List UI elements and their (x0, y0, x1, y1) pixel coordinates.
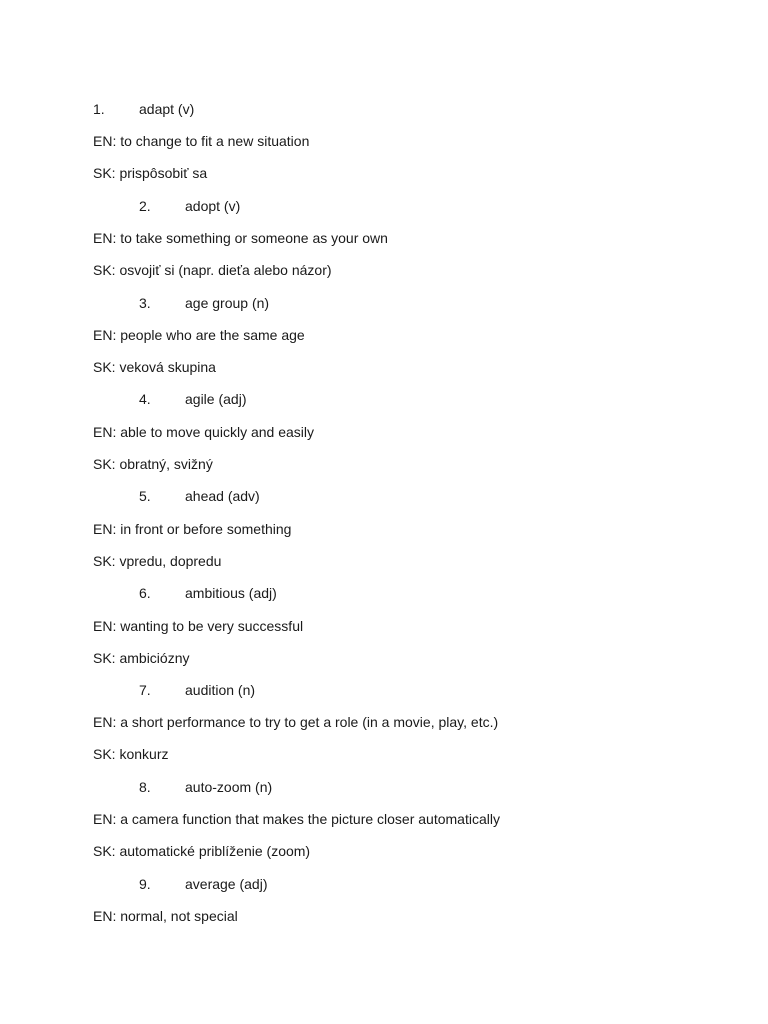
entry-number: 2. (139, 198, 151, 214)
entry-number: 3. (139, 295, 151, 311)
entry-term: ahead (adv) (185, 488, 260, 504)
entry-sk-translation: SK: obratný, svižný (93, 456, 213, 472)
entry-number: 7. (139, 682, 151, 698)
entry-en-definition: EN: able to move quickly and easily (93, 424, 314, 440)
entry-en-definition: EN: to take something or someone as your own (93, 230, 388, 246)
entry-term: audition (n) (185, 682, 256, 698)
entry-number: 6. (139, 585, 151, 601)
entry-en-definition: EN: a short performance to try to get a role (in a movie, play, etc.) (93, 714, 499, 730)
entry-term: ambitious (adj) (185, 585, 277, 601)
entry-en-definition: EN: a camera function that makes the picture closer automatically (93, 811, 500, 827)
entry-number: 9. (139, 876, 151, 892)
entry-term: age group (n) (185, 295, 270, 311)
entry-en-definition: EN: to change to fit a new situation (93, 133, 310, 149)
entry-en-definition: EN: normal, not special (93, 908, 238, 924)
entry-number: 4. (139, 391, 151, 407)
entry-en-definition: EN: people who are the same age (93, 327, 305, 343)
entry-term: agile (adj) (185, 391, 247, 407)
entry-sk-translation: SK: konkurz (93, 746, 169, 762)
entry-term: adapt (v) (139, 101, 195, 117)
entry-en-definition: EN: wanting to be very successful (93, 618, 304, 634)
entry-sk-translation: SK: veková skupina (93, 359, 216, 375)
entry-term: adopt (v) (185, 198, 241, 214)
entry-number: 5. (139, 488, 151, 504)
entry-sk-translation: SK: osvojiť si (napr. dieťa alebo názor) (93, 262, 332, 278)
entry-term: auto-zoom (n) (185, 779, 273, 795)
entry-term: average (adj) (185, 876, 268, 892)
entry-sk-translation: SK: prispôsobiť sa (93, 165, 208, 181)
entry-en-definition: EN: in front or before something (93, 521, 292, 537)
entry-sk-translation: SK: vpredu, dopredu (93, 553, 222, 569)
entry-sk-translation: SK: ambiciózny (93, 650, 190, 666)
entry-number: 1. (93, 101, 105, 117)
entry-sk-translation: SK: automatické priblíženie (zoom) (93, 843, 311, 859)
entry-number: 8. (139, 779, 151, 795)
